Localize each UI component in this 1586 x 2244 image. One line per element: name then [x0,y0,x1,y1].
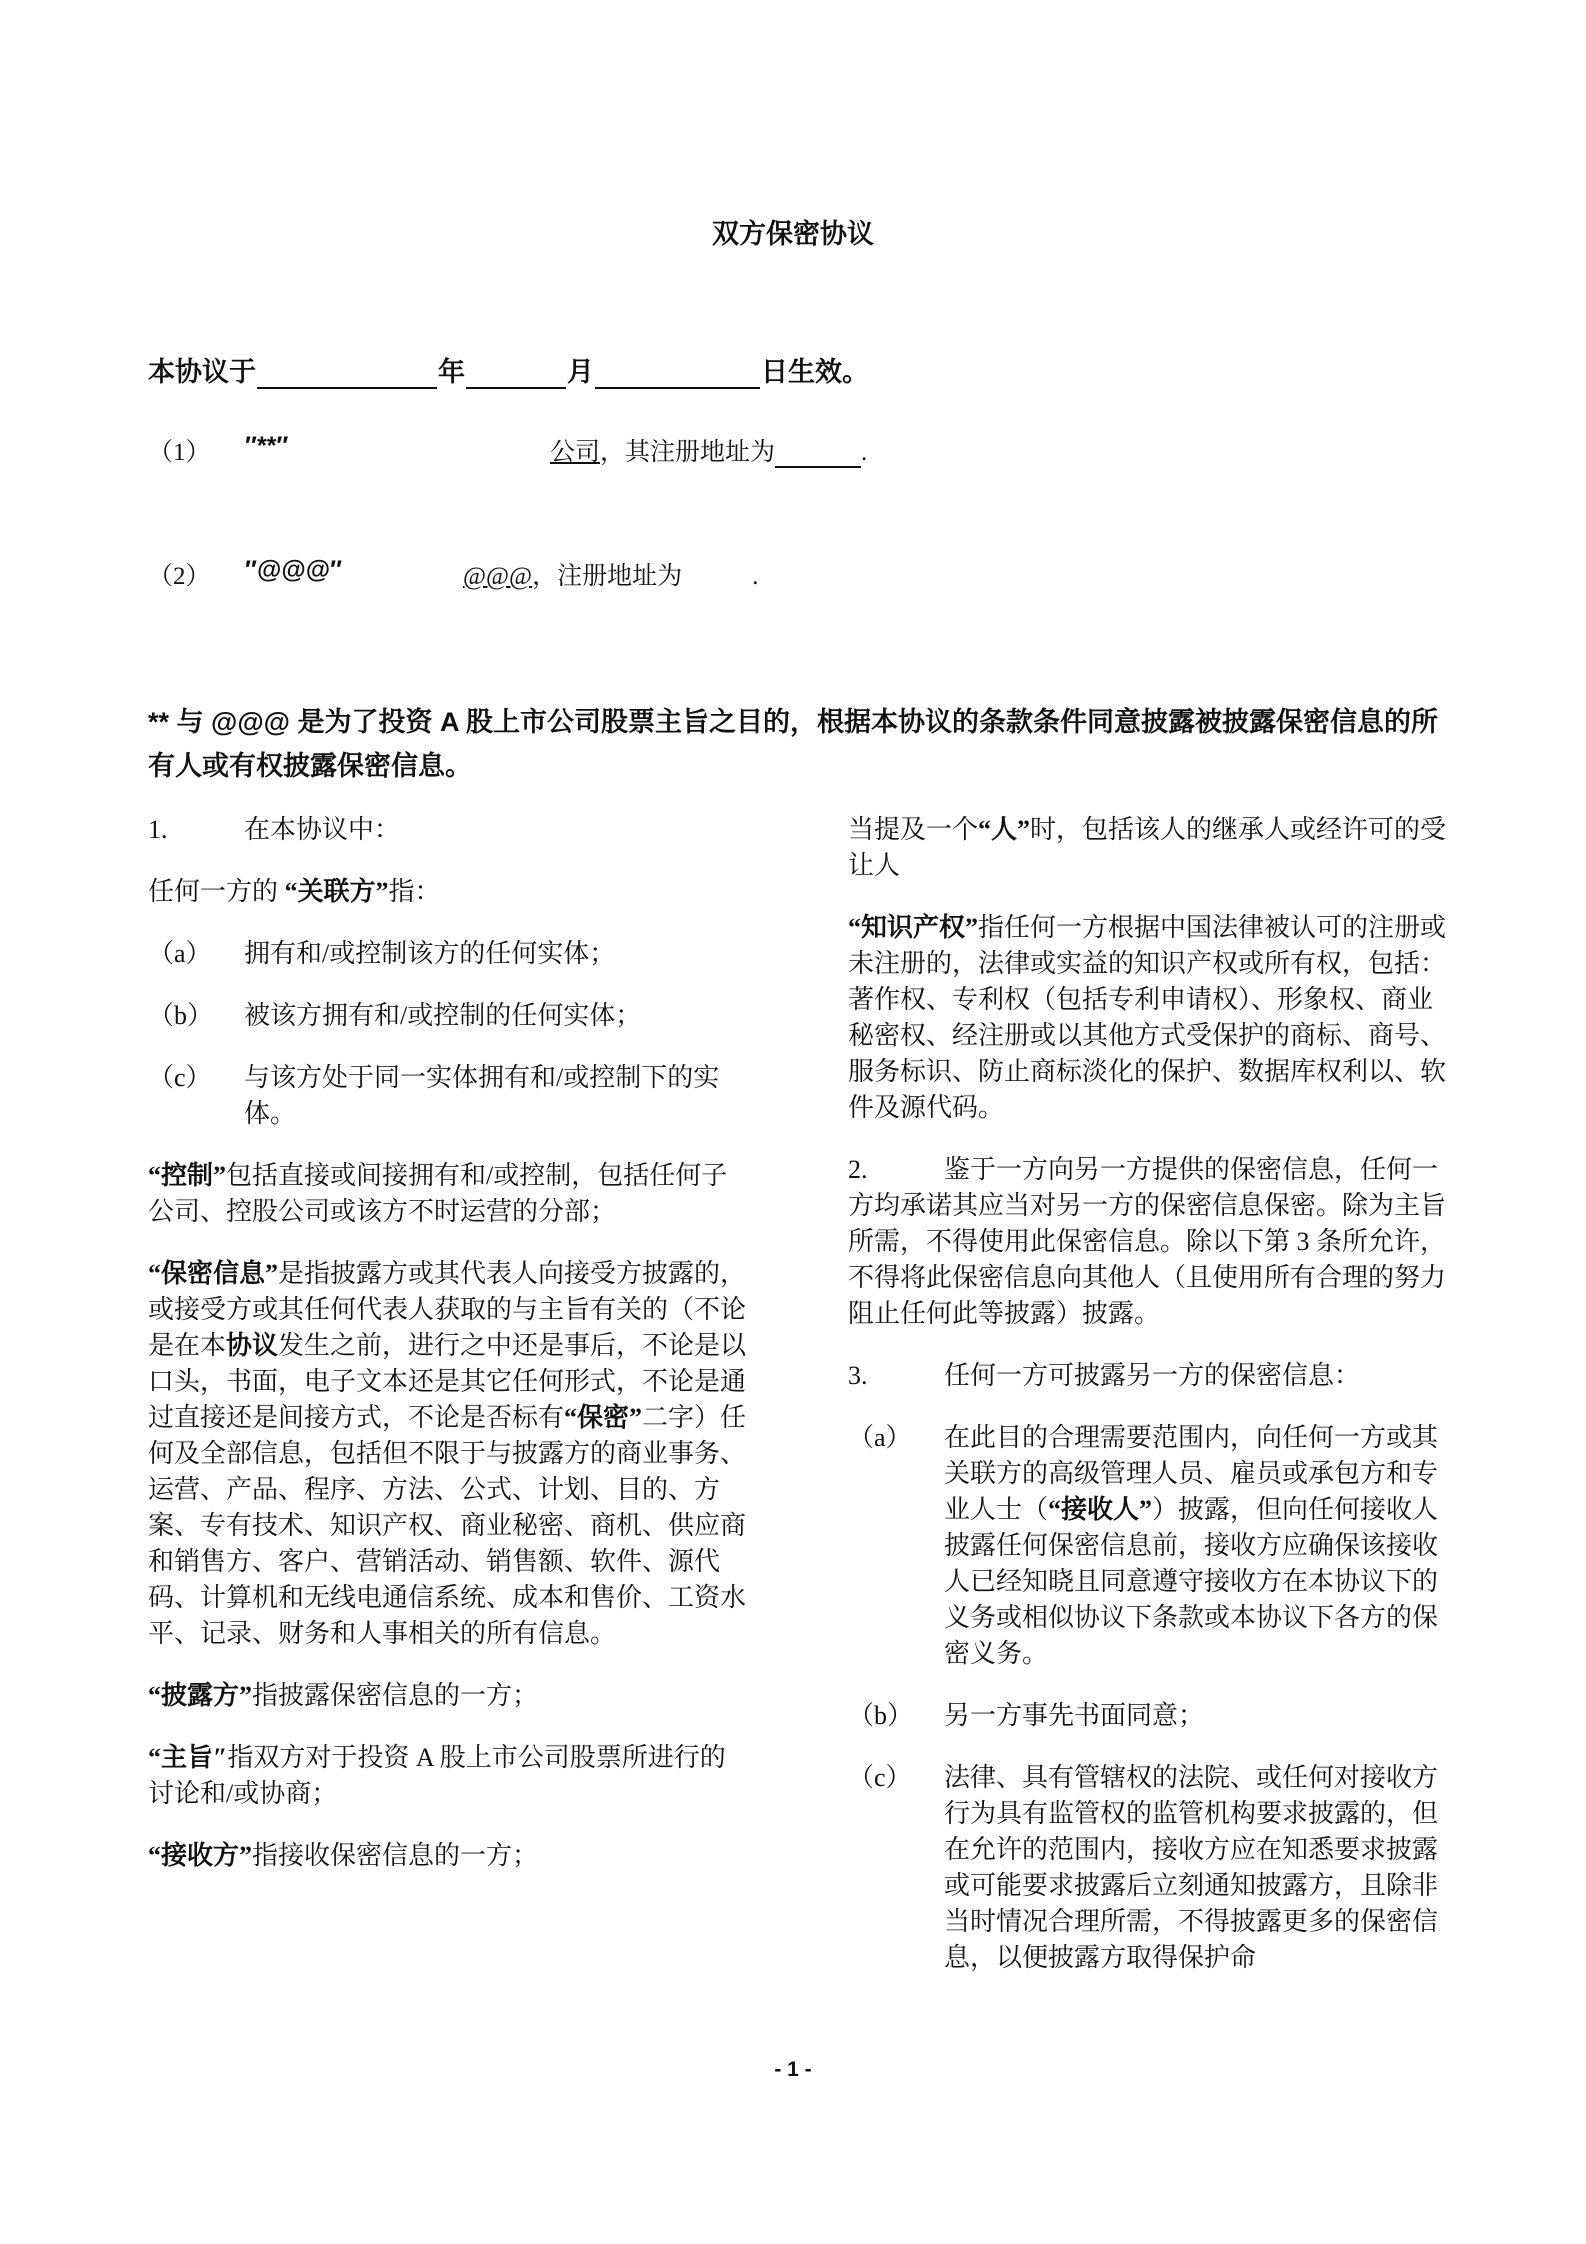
confidential-info-definition [148,1256,748,1652]
party-1-type: 公司 [550,439,601,466]
disclosing-party-term: “披露方” [148,1681,253,1710]
confidential-info-term: “保密信息” [148,1259,279,1288]
section-2-text: 鉴于一方向另一方提供的保密信息，任何一方均承诺其应当对另一方的保密信息保密。除为主旨所需，不得使用此保密信息。除以下第 3 条所允许，不得将此保密信息向其他人（且使用所有合理的努力阻止任何此等披露）披露。 [848,1155,1447,1328]
purpose-text: 指双方对于投资 A 股上市公司股票所进行的讨论和/或协商； [148,1743,726,1808]
disclosing-party-definition [148,1678,748,1714]
party-2-address-label: ，注册地址为 [532,563,683,590]
document-title: 双方保密协议 [712,219,874,249]
person-text: 时，包括该人的继承人或经许可的受让人 [848,815,1447,880]
year-blank[interactable] [257,359,437,389]
section-3a-label: （a） [848,1423,912,1452]
ip-text: 指任何一方根据中国法律被认可的注册或未注册的，法律或实益的知识产权或所有权，包括：著作权、专利权（包括专利申请权）、形象权、商业秘密权、经注册或以其他方式受保护的商标、商号、服务标识、防止商标淡化的保护、数据库权利以、软件及源代码。 [848,913,1447,1122]
left-column [148,812,748,1900]
confidential-info-text-2: 发生之前，进行之中还是事后，不论是以口头，书面，电子文本还是其它任何形式，不论是通过直接还是间接方式，不论是否标有 [148,1331,747,1432]
control-term: “控制” [148,1161,227,1190]
effective-suffix: 日生效。 [761,357,869,387]
effective-date-line [148,350,869,389]
party-2-type: @@@ [463,563,533,590]
person-prefix: 当提及一个 [848,815,979,844]
page-number: - 1 - [774,2058,812,2081]
section-1-text: 在本协议中： [244,815,401,844]
party-2-number: （2） [148,563,211,590]
section-3c-label: （c） [848,1763,912,1792]
effective-prefix: 本协议于 [148,357,256,387]
affiliate-item-a-label: （a） [148,939,212,968]
affiliate-item-b-label: （b） [148,1001,214,1030]
party-1-address-blank[interactable] [775,442,861,468]
intro-paragraph: ** 与 @@@ 是为了投资 A 股上市公司股票主旨之目的，根据本协议的条款条件同意披露被披露保密信息的所有人或有权披露保密信息。 [148,707,1438,781]
party-2-name: ″@@@″ [245,556,343,584]
affiliate-term: “关联方” [284,877,389,906]
section-3a-body [944,1420,1448,1672]
person-definition [848,812,1448,884]
section-3a-text-1: 在此目的合理需要范围内，向任何一方或其关联方的高级管理人员、雇员或承包方和专业人士（ [944,1423,1439,1524]
section-2-number: 2. [848,1155,868,1184]
section-3c [848,1760,1448,1976]
section-3a-text-2: ）披露，但向任何接收人披露任何保密信息前，接收方应确保该接收人已经知晓且同意遵守接收方在本协议下的义务或相似协议下条款或本协议下各方的保密义务。 [944,1495,1439,1668]
person-term: “人” [978,815,1031,844]
purpose-definition [148,1740,748,1812]
year-label: 年 [438,357,465,387]
affiliate-item-a [148,936,748,972]
party-2-details [463,556,758,592]
section-2-body [848,1152,1448,1332]
affiliate-prefix: 任何一方的 [148,877,285,906]
confidential-info-text-3: 二字）任何及全部信息，包括但不限于与披露方的商业事务、运营、产品、程序、方法、公式、计划、目的、方案、专有技术、知识产权、商业秘密、商机、供应商和销售方、客户、营销活动、销售额、软件、源代码、计算机和无线电通信系统、成本和售价、工资水平、记录、财务和人事相关的所有信息。 [148,1403,747,1648]
party-1-number: （1） [148,439,211,466]
section-3a [848,1420,1448,1672]
section-3 [848,1358,1448,1394]
receiving-party-definition [148,1838,748,1874]
recipient-term: “接收人” [1048,1495,1153,1524]
control-definition [148,1158,748,1230]
affiliate-item-c [148,1060,748,1132]
affiliate-item-b-text: 被该方拥有和/或控制的任何实体； [244,1001,642,1030]
ip-term: “知识产权” [848,913,979,942]
affiliate-item-b [148,998,748,1034]
right-column [848,812,1448,2002]
party-1-details [550,432,867,468]
section-3c-text: 法律、具有管辖权的法院、或任何对接收方行为具有监管权的监管机构要求披露的，但在允许的范围内，接收方应在知悉要求披露或可能要求披露后立刻通知披露方，且除非当时情况合理所需，不得披露更多的保密信息，以便披露方取得保护命 [944,1763,1439,1972]
day-blank[interactable] [595,359,760,389]
section-2 [848,1152,1448,1332]
section-1-number: 1. [148,815,168,844]
party-1-end: . [861,439,868,466]
section-3-number: 3. [848,1361,868,1390]
ip-definition [848,910,1448,1126]
purpose-term: “主旨″ [148,1743,228,1772]
affiliate-item-a-text: 拥有和/或控制该方的任何实体； [244,939,616,968]
affiliate-suffix: 指： [388,877,441,906]
party-1-address-label: ，其注册地址为 [600,439,776,466]
month-blank[interactable] [466,359,566,389]
section-1 [148,812,748,848]
control-text: 包括直接或间接拥有和/或控制，包括任何子公司、控股公司或该方不时运营的分部； [148,1161,728,1226]
receiving-party-term: “接收方” [148,1841,253,1870]
affiliate-item-c-text: 与该方处于同一实体拥有和/或控制下的实体。 [244,1063,720,1128]
party-1-name: ″**″ [245,432,289,460]
section-3b [848,1698,1448,1734]
confidential-info-text-1: 是指披露方或其代表人向接受方披露的，或接受方或其任何代表人获取的与主旨有关的（不论是在本 [148,1259,747,1360]
section-3b-label: （b） [848,1701,914,1730]
disclosing-party-text: 指披露保密信息的一方； [252,1681,539,1710]
affiliate-definition [148,874,748,910]
section-3b-text: 另一方事先书面同意； [944,1701,1205,1730]
affiliate-item-c-label: （c） [148,1063,212,1092]
section-3-text: 任何一方可披露另一方的保密信息： [944,1361,1361,1390]
party-2-end: . [752,563,759,590]
month-label: 月 [567,357,594,387]
receiving-party-text: 指接收保密信息的一方； [252,1841,539,1870]
agreement-term: 协议 [226,1331,279,1360]
confidential-mark-term: “保密” [564,1403,643,1432]
